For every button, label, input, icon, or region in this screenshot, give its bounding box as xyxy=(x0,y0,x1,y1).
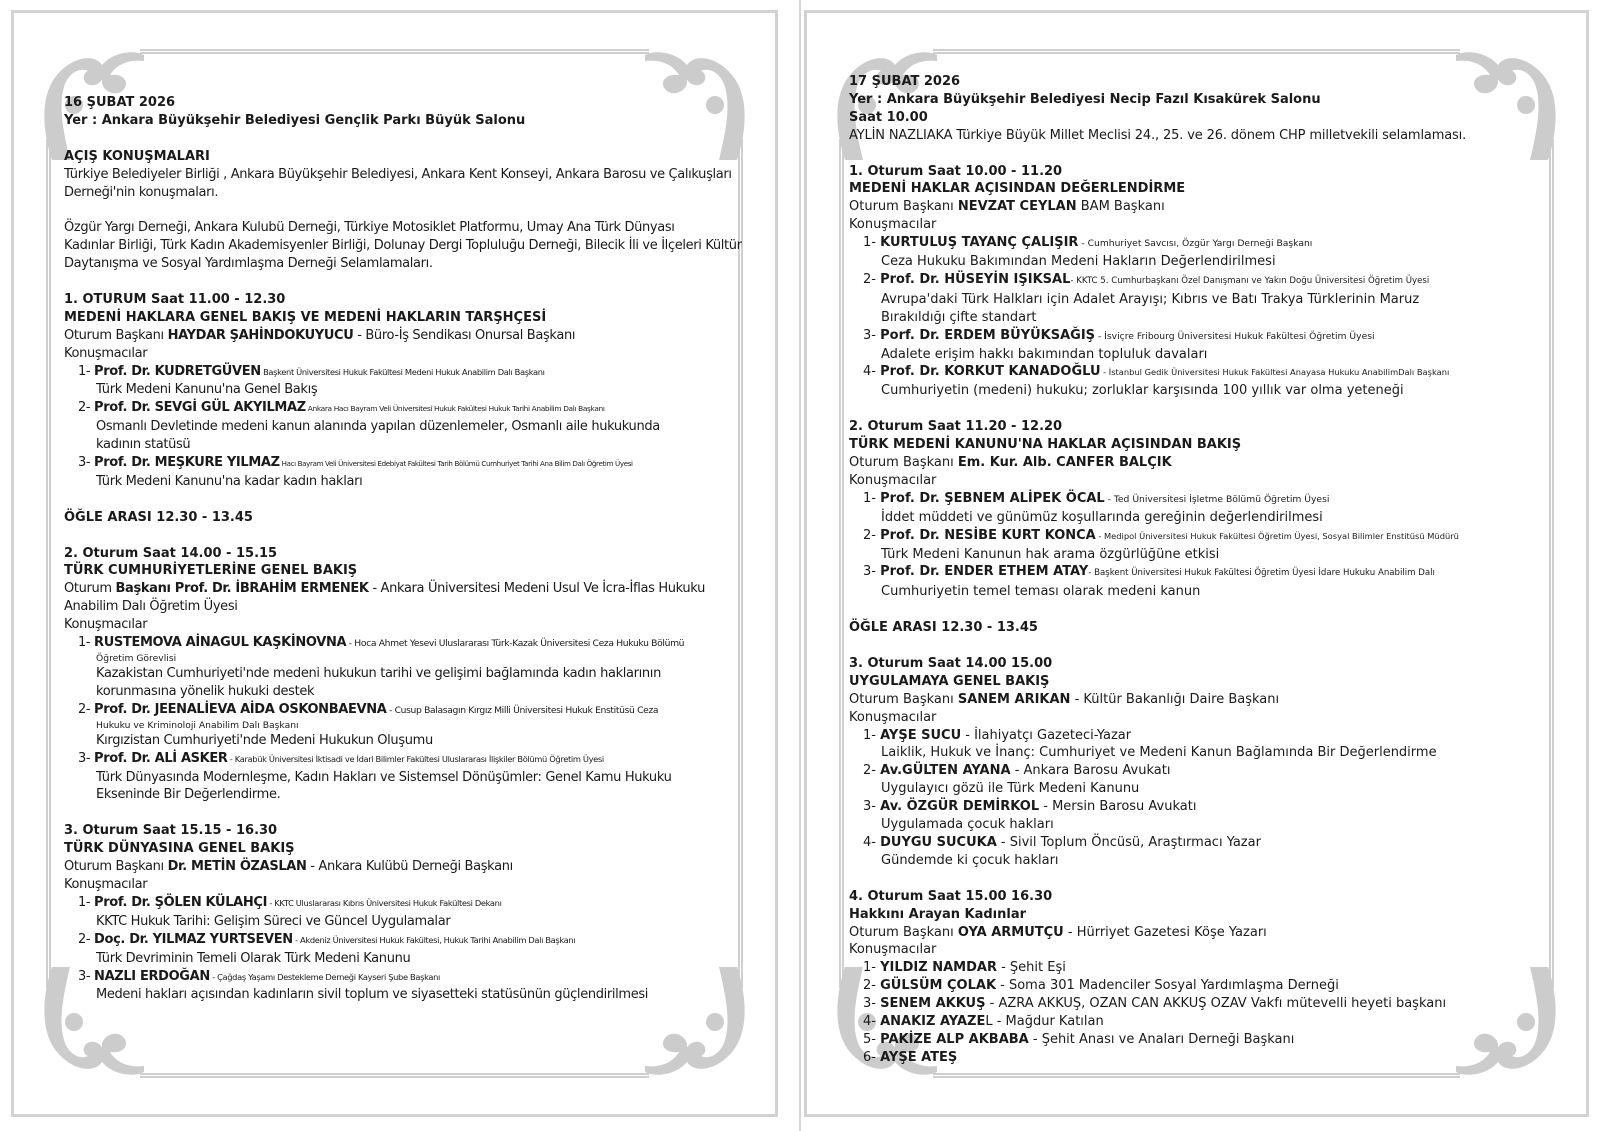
speaker-name: Prof. Dr. ENDER ETHEM ATAY xyxy=(880,564,1089,580)
frame-right-line xyxy=(1549,139,1554,988)
chair-name: OYA ARMUTÇU xyxy=(957,924,1064,940)
day2-program xyxy=(849,73,1466,1067)
speaker-name: Prof. Dr. KUDRETGÜVEN xyxy=(94,363,261,379)
frame-top-line xyxy=(933,49,1460,54)
speaker-item: 3- Av. ÖZGÜR DEMİRKOL - Mersin Barosu Avukatı xyxy=(863,799,1197,815)
speaker-item: 3- Prof. Dr. ALİ ASKER - Karabük Üniversitesi İktisadi ve İdari Bilimler Fakültesi Uluslararası İlişkiler Bölümü Öğretim Üyesi xyxy=(78,750,604,766)
speaker-item: 4- DUYGU SUCUKA - Sivil Toplum Öncüsü, Araştırmacı Yazar xyxy=(863,835,1261,850)
chair-role-cont: Anabilim Dalı Öğretim Üyesi xyxy=(64,599,238,615)
speaker-affiliation-cont: Hukuku ve Kriminoloji Anabilim Dalı Başkanı xyxy=(96,719,299,731)
spacer xyxy=(64,491,742,509)
speaker-topic: Türk Medeni Kanunu'na kadar kadın hakları xyxy=(96,473,363,489)
chair-name: NEVZAT CEYLAN xyxy=(957,199,1077,215)
speaker-affiliation: - İstanbul Gedik Üniversitesi Hukuk Fakültesi Anayasa Hukuku AnabilimDalı Başkanı xyxy=(1100,367,1450,378)
speaker-affiliation: - Sivil Toplum Öncüsü, Araştırmacı Yazar xyxy=(996,835,1261,850)
speaker-name: Prof. Dr. KORKUT KANADOĞLU xyxy=(880,364,1101,380)
frame-bottom-line xyxy=(933,1073,1460,1078)
speaker-item: 1- Prof. Dr. KUDRETGÜVEN Başkent Üniversitesi Hukuk Fakültesi Medeni Hukuk Anabilim Dalı Başkanı xyxy=(78,363,545,379)
speaker-topic: korunmasına yönelik hukuki destek xyxy=(96,683,315,699)
greetings-text: Daytanışma ve Sosyal Yardımlaşma Derneği Selamlamaları. xyxy=(64,256,433,272)
day2-time: Saat 10.00 xyxy=(849,109,928,125)
speaker-item: 3- Prof. Dr. ENDER ETHEM ATAY- Başkent Üniversitesi Hukuk Fakültesi Öğretim Üyesi İdare Hukuku Anabilim Dalı xyxy=(863,564,1435,580)
speaker-item: 2- Av.GÜLTEN AYANA - Ankara Barosu Avukatı xyxy=(863,763,1171,779)
spacer xyxy=(64,130,742,148)
speaker-item: 3- Porf. Dr. ERDEM BÜYÜKSAĞIŞ - İsviçre Fribourg Üniversitesi Hukuk Fakültesi Öğretim Üyesi xyxy=(863,327,1375,343)
page-day1 xyxy=(11,10,778,1117)
speaker-affiliation: - Ankara Barosu Avukatı xyxy=(1010,763,1171,779)
session-heading: 1. Oturum Saat 10.00 - 11.20 xyxy=(849,163,1063,179)
speaker-name: PAKİZE ALP AKBABA xyxy=(880,1031,1029,1047)
speaker-affiliation-cont: Öğretim Görevlisi xyxy=(96,653,177,665)
day1-program xyxy=(64,94,742,1004)
speaker-name: SENEM AKKUŞ xyxy=(880,996,986,1012)
speaker-item: 2- Doç. Dr. YILMAZ YURTSEVEN - Akdeniz Üniversitesi Hukuk Fakültesi, Hukuk Tarihi Anabilim Dalı Başkanı xyxy=(78,931,576,947)
speaker-topic: Türk Medeni Kanunu'na Genel Bakış xyxy=(96,382,318,398)
greetings-text: Özgür Yargı Derneği, Ankara Kulubü Derneği, Türkiye Motosiklet Platformu, Umay Ana Türk Dünyası xyxy=(64,220,675,236)
day1-date: 16 ŞUBAT 2026 xyxy=(64,95,176,110)
session-title: MEDENİ HAKLAR AÇISINDAN DEĞERLENDİRME xyxy=(849,181,1186,197)
session-heading: 3. Oturum Saat 15.15 - 16.30 xyxy=(64,823,278,839)
speaker-topic: Türk Dünyasında Modernleşme, Kadın Hakları ve Sistemsel Dönüşümler: Genel Kamu Hukuku xyxy=(96,769,672,785)
session-chair: Oturum Başkanı Em. Kur. Alb. CANFER BALÇIK xyxy=(849,455,1172,470)
spacer xyxy=(849,145,1466,163)
opening-text: Derneği'nin konuşmaları. xyxy=(64,184,219,200)
speaker-item: 1- Prof. Dr. ŞÖLEN KÜLAHÇI - KKTC Uluslararası Kıbrıs Üniversitesi Hukuk Fakültesi Dekanı xyxy=(78,894,502,910)
speaker-affiliation: - Hoca Ahmet Yesevi Uluslararası Türk-Kazak Üniversitesi Ceza Hukuku Bölümü xyxy=(346,638,685,650)
session-heading: 3. Oturum Saat 14.00 15.00 xyxy=(849,655,1053,671)
session-title: UYGULAMAYA GENEL BAKIŞ xyxy=(849,673,1050,689)
speaker-item: 2- Prof. Dr. HÜSEYİN IŞIKSAL- KKTC 5. Cumhurbaşkanı Özel Danışmanı ve Yakın Doğu Üniversitesi Öğretim Üyesi xyxy=(863,271,1430,287)
session-title: TÜRK DÜNYASINA GENEL BAKIŞ xyxy=(64,841,295,857)
session-heading: 4. Oturum Saat 15.00 16.30 xyxy=(849,888,1053,904)
speaker-item: 1- KURTULUŞ TAYANÇ ÇALIŞIR - Cumhuriyet Savcısı, Özgür Yargı Derneği Başkanı xyxy=(863,235,1313,251)
speaker-name: AYŞE ATEŞ xyxy=(880,1049,958,1065)
speaker-affiliation: - AZRA AKKUŞ, OZAN CAN AKKUŞ OZAV Vakfı mütevelli heyeti başkanı xyxy=(985,996,1447,1012)
session-chair: Oturum Başkanı SANEM ARIKAN - Kültür Bakanlığı Daire Başkanı xyxy=(849,691,1280,707)
speaker-topic: Uygulayıcı gözü ile Türk Medeni Kanunu xyxy=(881,781,1140,797)
speaker-affiliation: - KKTC Uluslararası Kıbrıs Üniversitesi Hukuk Fakültesi Dekanı xyxy=(267,897,502,908)
spacer xyxy=(849,601,1466,619)
speaker-item: 1- RUSTEMOVA AİNAGUL KAŞKİNOVNA - Hoca Ahmet Yesevi Uluslararası Türk-Kazak Üniversitesi Ceza Hukuku Bölümü xyxy=(78,635,685,651)
speaker-name: DUYGU SUCUKA xyxy=(880,835,997,850)
page-day2 xyxy=(804,10,1589,1117)
speaker-affiliation: - Mağdur Katılan xyxy=(992,1014,1104,1030)
speaker-affiliation: - Şehit Eşi xyxy=(996,960,1066,976)
speaker-affiliation: - Ted Üniversitesi İşletme Bölümü Öğretim Üyesi xyxy=(1104,493,1330,505)
speaker-affiliation: - Medipol Üniversitesi Hukuk Fakültesi Öğretim Üyesi, Sosyal Bilimler Enstitüsü Müdürü xyxy=(1095,530,1459,541)
speaker-name: Prof. Dr. MEŞKURE YILMAZ xyxy=(94,455,280,471)
speaker-topic: İddet müddeti ve günümüz koşullarında gereğinin değerlendirilmesi xyxy=(881,509,1323,525)
speaker-name: Porf. Dr. ERDEM BÜYÜKSAĞIŞ xyxy=(880,327,1096,343)
speakers-label: Konuşmacılar xyxy=(849,942,937,958)
speaker-topic: Gündemde ki çocuk hakları xyxy=(881,852,1059,868)
speaker-topic: Kazakistan Cumhuriyeti'nde medeni hukukun tarihi ve gelişimi bağlamında kadın haklarının xyxy=(96,666,661,682)
session-title: TÜRK CUMHURİYETLERİNE GENEL BAKIŞ xyxy=(64,563,358,579)
spacer xyxy=(849,637,1466,655)
speaker-affiliation: Başkent Üniversitesi Hukuk Fakültesi Medeni Hukuk Anabilim Dalı Başkanı xyxy=(260,366,545,377)
opening-title: AÇIŞ KONUŞMALARI xyxy=(64,148,210,164)
speaker-affiliation: - KKTC 5. Cumhurbaşkanı Özel Danışmanı ve Yakın Doğu Üniversitesi Öğretim Üyesi xyxy=(1070,275,1430,286)
spacer xyxy=(849,400,1466,418)
speaker-affiliation: - Soma 301 Madenciler Sosyal Yardımlaşma Derneği xyxy=(996,978,1339,994)
speakers-label: Konuşmacılar xyxy=(849,217,937,233)
speaker-topic: Ceza Hukuku Bakımından Medeni Hakların Değerlendirilmesi xyxy=(881,254,1276,270)
lunch-break: ÖĞLE ARASI 12.30 - 13.45 xyxy=(849,620,1038,636)
speaker-item: 1- YILDIZ NAMDAR - Şehit Eşi xyxy=(863,960,1066,976)
speaker-item: 4- ANAKIZ AYAZEL - Mağdur Katılan xyxy=(863,1014,1104,1030)
speaker-item: 4- Prof. Dr. KORKUT KANADOĞLU - İstanbul Gedik Üniversitesi Hukuk Fakültesi Anayasa Hukuku AnabilimDalı Başkanı xyxy=(863,364,1450,380)
speaker-topic: Laiklik, Hukuk ve İnanç: Cumhuriyet ve Medeni Kanun Bağlamında Bir Değerlendirme xyxy=(881,745,1437,761)
speaker-topic: Uygulamada çocuk hakları xyxy=(881,817,1054,833)
speaker-name: RUSTEMOVA AİNAGUL KAŞKİNOVNA xyxy=(94,635,347,651)
speaker-item: 5- PAKİZE ALP AKBABA - Şehit Anası ve Anaları Derneği Başkanı xyxy=(863,1031,1295,1047)
speaker-name: Av. ÖZGÜR DEMİRKOL xyxy=(880,799,1040,815)
day2-date: 17 ŞUBAT 2026 xyxy=(849,74,961,89)
speaker-topic: Cumhuriyetin (medeni) hukuku; zorluklar karşısında 100 yıllık var olma yeteneği xyxy=(881,383,1404,399)
speaker-affiliation: - İlahiyatçı Gazeteci-Yazar xyxy=(961,727,1132,743)
speaker-item: 3- NAZLI ERDOĞAN - Çağdaş Yaşamı Destekleme Derneği Kayseri Şube Başkanı xyxy=(78,968,440,984)
spacer xyxy=(849,870,1466,888)
speaker-name: Prof. Dr. ŞÖLEN KÜLAHÇI xyxy=(94,894,268,910)
chair-name: Dr. METİN ÖZASLAN xyxy=(167,859,307,875)
frame-top-line xyxy=(140,49,649,54)
session-chair: Oturum Başkanı NEVZAT CEYLAN BAM Başkanı xyxy=(849,199,1165,215)
session-title: TÜRK MEDENİ KANUNU'NA HAKLAR AÇISINDAN BAKIŞ xyxy=(849,437,1242,453)
speaker-item: 1- AYŞE SUCU - İlahiyatçı Gazeteci-Yazar xyxy=(863,727,1132,743)
day1-venue: Yer : Ankara Büyükşehir Belediyesi Gençlik Parkı Büyük Salonu xyxy=(64,112,526,128)
speaker-name: Prof. Dr. HÜSEYİN IŞIKSAL xyxy=(880,271,1071,287)
speaker-item: 2- Prof. Dr. NESİBE KURT KONCA - Medipol Üniversitesi Hukuk Fakültesi Öğretim Üyesi, Sosyal Bilimler Enstitüsü Müdürü xyxy=(863,527,1459,543)
speaker-name: NAZLI ERDOĞAN xyxy=(94,968,210,984)
spacer xyxy=(64,273,742,291)
speaker-topic: Medeni hakları açısından kadınların sivil toplum ve siyasetteki statüsünün güçlendirilmesi xyxy=(96,987,649,1003)
chair-name: Başkanı Prof. Dr. İBRAHİM ERMENEK xyxy=(115,581,369,597)
speaker-name: YILDIZ NAMDAR xyxy=(880,960,997,976)
speaker-affiliation: - Cumhuriyet Savcısı, Özgür Yargı Derneği Başkanı xyxy=(1078,238,1313,250)
speakers-label: Konuşmacılar xyxy=(64,617,148,633)
session-title: MEDENİ HAKLARA GENEL BAKIŞ VE MEDENİ HAKLARIN TARŞHÇESİ xyxy=(64,309,547,325)
spacer xyxy=(64,201,742,219)
frame-left-line xyxy=(46,139,51,988)
speaker-affiliation: - Şehit Anası ve Anaları Derneği Başkanı xyxy=(1028,1031,1295,1047)
speaker-topic: kadının statüsü xyxy=(96,437,191,453)
frame-left-line xyxy=(839,139,844,988)
speaker-topic: Cumhuriyetin temel teması olarak medeni kanun xyxy=(881,584,1201,600)
speaker-item: 3- SENEM AKKUŞ - AZRA AKKUŞ, OZAN CAN AKKUŞ OZAV Vakfı mütevelli heyeti başkanı xyxy=(863,996,1447,1012)
speaker-item: 3- Prof. Dr. MEŞKURE YILMAZ Hacı Bayram Veli Üniversitesi Edebiyat Fakültesi Tarih Bölümü Cumhuriyet Tarihi Ana Bilim Dalı Öğretim Üyesi xyxy=(78,455,633,471)
speaker-item: 2- Prof. Dr. SEVGİ GÜL AKYILMAZ Ankara Hacı Bayram Veli Üniversitesi Hukuk Fakültesi Hukuk Tarihi Anabilim Dalı Başkanı xyxy=(78,400,605,416)
chair-name: Em. Kur. Alb. CANFER BALÇIK xyxy=(957,455,1172,470)
speaker-item: 1- Prof. Dr. ŞEBNEM ALİPEK ÖCAL - Ted Üniversitesi İşletme Bölümü Öğretim Üyesi xyxy=(863,490,1330,506)
spacer xyxy=(64,804,742,822)
speaker-topic: Bırakıldığı çifte standart xyxy=(881,309,1037,325)
speaker-affiliation: - Karabük Üniversitesi İktisadi ve İdari Bilimler Fakültesi Uluslararası İlişkiler Bölümü Öğretim Üyesi xyxy=(227,753,604,764)
speaker-item: 2- Prof. Dr. JEENALİEVA AİDA OSKONBAEVNA - Cusup Balasagın Kırgız Milli Üniversitesi Hukuk Enstitüsü Ceza xyxy=(78,701,659,717)
day2-greeting: AYLİN NAZLIAKA Türkiye Büyük Millet Meclisi 24., 25. ve 26. dönem CHP milletvekili selamlaması. xyxy=(849,127,1467,143)
speaker-affiliation: - İsviçre Fribourg Üniversitesi Hukuk Fakültesi Öğretim Üyesi xyxy=(1095,330,1375,342)
frame-bottom-line xyxy=(140,1073,649,1078)
speaker-name: Doç. Dr. YILMAZ YURTSEVEN xyxy=(94,931,293,947)
page-fold-divider xyxy=(799,0,801,1131)
speaker-topic: KKTC Hukuk Tarihi: Gelişim Süreci ve Güncel Uygulamalar xyxy=(96,913,451,929)
speaker-topic: Adalete erişim hakkı bakımından topluluk davaları xyxy=(881,346,1208,362)
speaker-item: 6- AYŞE ATEŞ xyxy=(863,1049,958,1065)
speaker-name: GÜLSÜM ÇOLAK xyxy=(880,978,997,994)
chair-name: HAYDAR ŞAHİNDOKUYUCU xyxy=(167,327,354,343)
speaker-affiliation: - Başkent Üniversitesi Hukuk Fakültesi Öğretim Üyesi İdare Hukuku Anabilim Dalı xyxy=(1088,568,1435,579)
session-title: Hakkını Arayan Kadınlar xyxy=(849,906,1027,922)
speaker-affiliation: - Cusup Balasagın Kırgız Milli Üniversitesi Hukuk Enstitüsü Ceza xyxy=(386,704,659,716)
speaker-affiliation: - Akdeniz Üniversitesi Hukuk Fakültesi, Hukuk Tarihi Anabilim Dalı Başkanı xyxy=(292,934,576,945)
speaker-affiliation: Ankara Hacı Bayram Veli Üniversitesi Hukuk Fakültesi Hukuk Tarihi Anabilim Dalı Başkanı xyxy=(305,404,605,414)
speaker-topic: Türk Devriminin Temeli Olarak Türk Medeni Kanunu xyxy=(96,950,411,966)
day2-venue: Yer : Ankara Büyükşehir Belediyesi Necip Fazıl Kısakürek Salonu xyxy=(849,91,1321,107)
speaker-topic: Ekseninde Bir Değerlendirme. xyxy=(96,787,281,803)
speaker-name: Prof. Dr. ŞEBNEM ALİPEK ÖCAL xyxy=(880,490,1105,506)
speakers-label: Konuşmacılar xyxy=(849,472,937,488)
speaker-affiliation: Hacı Bayram Veli Üniversitesi Edebiyat Fakültesi Tarih Bölümü Cumhuriyet Tarihi Ana Bilim Dalı Öğretim Üyesi xyxy=(279,459,633,469)
speaker-topic: Avrupa'daki Türk Halkları için Adalet Arayışı; Kıbrıs ve Batı Trakya Türklerinin Maruz xyxy=(881,291,1420,307)
speakers-label: Konuşmacılar xyxy=(64,345,148,361)
spacer xyxy=(64,527,742,545)
chair-name: SANEM ARIKAN xyxy=(957,691,1071,707)
speaker-name: KURTULUŞ TAYANÇ ÇALIŞIR xyxy=(880,235,1079,251)
speaker-name: AYŞE SUCU xyxy=(880,727,962,743)
speakers-label: Konuşmacılar xyxy=(64,876,148,892)
session-heading: 2. Oturum Saat 11.20 - 12.20 xyxy=(849,419,1063,435)
speaker-topic: Osmanlı Devletinde medeni kanun alanında yapılan düzenlemeler, Osmanlı aile hukukunda xyxy=(96,419,660,435)
speaker-name: ANAKIZ AYAZE xyxy=(880,1014,986,1030)
speaker-name: Prof. Dr. JEENALİEVA AİDA OSKONBAEVNA xyxy=(94,701,387,717)
lunch-break: ÖĞLE ARASI 12.30 - 13.45 xyxy=(64,509,253,525)
session-heading: 2. Oturum Saat 14.00 - 15.15 xyxy=(64,545,278,561)
speaker-name: Prof. Dr. NESİBE KURT KONCA xyxy=(880,527,1096,543)
session-chair: Oturum Başkanı Prof. Dr. İBRAHİM ERMENEK - Ankara Üniversitesi Medeni Usul Ve İcra-İflas Hukuku xyxy=(64,581,705,597)
speakers-label: Konuşmacılar xyxy=(849,709,937,725)
speaker-affiliation: - Mersin Barosu Avukatı xyxy=(1039,799,1197,815)
session-heading: 1. OTURUM Saat 11.00 - 12.30 xyxy=(64,291,286,307)
session-chair: Oturum Başkanı OYA ARMUTÇU - Hürriyet Gazetesi Köşe Yazarı xyxy=(849,924,1267,940)
speaker-name: Prof. Dr. SEVGİ GÜL AKYILMAZ xyxy=(94,400,306,416)
speaker-name: Av.GÜLTEN AYANA xyxy=(880,763,1011,779)
speaker-name: Prof. Dr. ALİ ASKER xyxy=(94,750,228,766)
session-chair: Oturum Başkanı HAYDAR ŞAHİNDOKUYUCU - Büro-İş Sendikası Onursal Başkanı xyxy=(64,327,576,343)
speaker-topic: Kırgızistan Cumhuriyeti'nde Medeni Hukukun Oluşumu xyxy=(96,732,433,748)
session-chair: Oturum Başkanı Dr. METİN ÖZASLAN - Ankara Kulübü Derneği Başkanı xyxy=(64,859,513,875)
speaker-item: 2- GÜLSÜM ÇOLAK - Soma 301 Madenciler Sosyal Yardımlaşma Derneği xyxy=(863,978,1339,994)
speaker-topic: Türk Medeni Kanunun hak arama özgürlüğüne etkisi xyxy=(881,546,1220,562)
greetings-text: Kadınlar Birliği, Türk Kadın Akademisyenler Birliği, Dolunay Dergi Topluluğu Derneği, Bilecik İli ve İlçeleri Kültür xyxy=(64,238,742,254)
opening-text: Türkiye Belediyeler Birliği , Ankara Büyükşehir Belediyesi, Ankara Kent Konseyi, Ankara Barosu ve Çalıkuşları xyxy=(64,166,732,182)
speaker-affiliation: - Çağdaş Yaşamı Destekleme Derneği Kayseri Şube Başkanı xyxy=(209,971,440,982)
